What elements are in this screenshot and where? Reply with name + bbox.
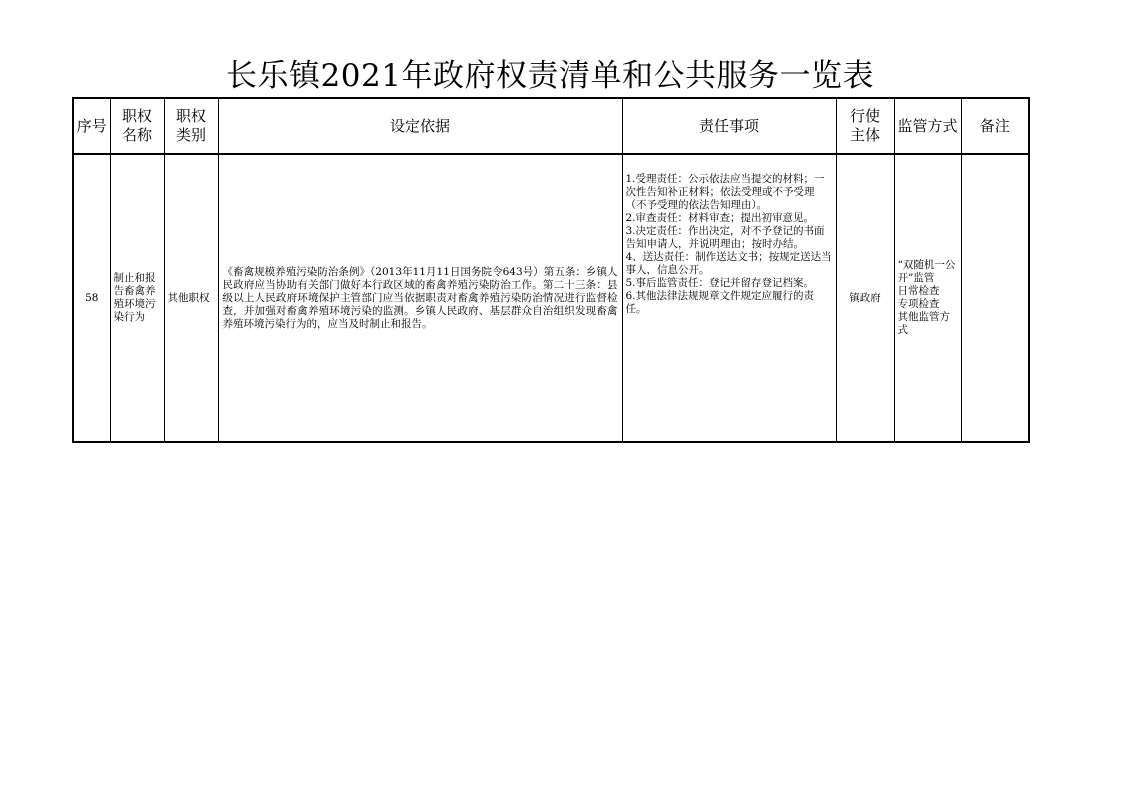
supervision-item: 专项检查	[897, 298, 940, 310]
responsibility-item: 2.审查责任：材料审查；提出初审意见。	[625, 212, 815, 224]
header-power-type	[164, 98, 218, 154]
header-supervision: 监管方式	[894, 98, 961, 154]
responsibility-item: 1.受理责任：公示依法应当提交的材料；一次性告知补正材料；依法受理或不予受理（不予受理的依法告知理由）。	[625, 173, 825, 211]
header-seq: 序号	[73, 98, 110, 154]
responsibility-item: 5.事后监管责任：登记并留存登记档案。	[625, 277, 815, 289]
header-responsibility: 责任事项	[622, 98, 836, 154]
page-title: 长乐镇2021年政府权责清单和公共服务一览表	[226, 58, 874, 94]
header-power-name-label: 职权名称	[121, 107, 152, 144]
responsibility-item: 4、送达责任：制作送达文书；按规定送达当事人，信息公开。	[625, 251, 832, 276]
supervision-item: “双随机一公开”监管	[897, 259, 956, 284]
cell-responsibility	[622, 154, 836, 442]
cell-power-name: 制止和报告畜禽养殖环境污染行为	[110, 154, 164, 442]
cell-supervision	[894, 154, 961, 442]
header-executor-label: 行使主体	[849, 107, 880, 144]
power-list-table	[72, 97, 1030, 443]
header-power-type-label: 职权类别	[175, 107, 206, 144]
cell-power-type: 其他职权	[164, 154, 218, 442]
header-executor	[836, 98, 894, 154]
responsibility-item: 3.决定责任：作出决定，对不予登记的书面告知申请人，并说明理由；按时办结。	[625, 225, 825, 250]
responsibility-item: 6.其他法律法规规章文件规定应履行的责任。	[625, 290, 815, 315]
header-basis: 设定依据	[218, 98, 622, 154]
cell-seq: 58	[73, 154, 110, 442]
cell-remarks	[961, 154, 1029, 442]
header-power-name	[110, 98, 164, 154]
table-header-row	[73, 98, 1029, 154]
cell-executor: 镇政府	[836, 154, 894, 442]
cell-basis: 《畜禽规模养殖污染防治条例》（2013年11月11日国务院令643号）第五条：乡镇人民政府应当协助有关部门做好本行政区域的畜禽养殖污染防治工作。第二十三条：县级以上人民政府环境保护主管部门应当依据职责对畜禽养殖污染防治情况进行监督检查，并加强对畜禽养殖环境污染的监测。乡镇人民政府、基层群众自治组织发现畜禽养殖环境污染行为的，应当及时制止和报告。	[218, 154, 622, 442]
table-row	[73, 154, 1029, 442]
supervision-item: 其他监管方式	[897, 311, 950, 336]
supervision-item: 日常检查	[897, 285, 940, 297]
header-remarks: 备注	[961, 98, 1029, 154]
